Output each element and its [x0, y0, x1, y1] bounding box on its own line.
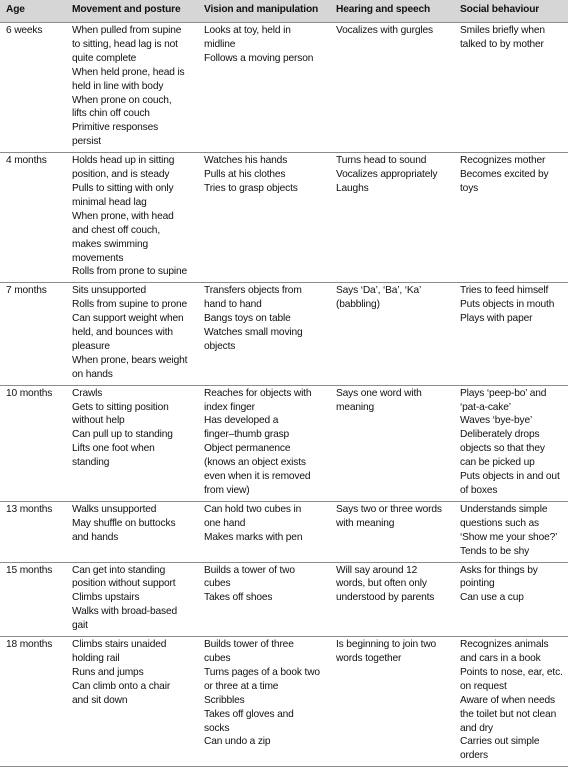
age-cell: 13 months	[0, 501, 66, 562]
social-line: Tends to be shy	[460, 545, 530, 557]
social-line: of boxes	[460, 485, 498, 496]
vision-line: hand to hand	[204, 299, 262, 311]
social-line: Puts objects in mouth	[460, 299, 555, 311]
hearing-line: (babbling)	[336, 299, 380, 311]
social-cell	[454, 562, 568, 637]
hearing-cell	[330, 562, 454, 637]
movement-line: movements	[72, 252, 124, 264]
vision-line: (knows an object exists	[204, 457, 306, 469]
movement-line: on hands	[72, 368, 113, 380]
movement-line: to sitting, head lag is not	[72, 38, 178, 50]
social-line: ‘Show me your shoe?’	[460, 531, 558, 543]
vision-cell	[198, 283, 330, 385]
vision-line: from view)	[204, 485, 250, 496]
vision-line: index finger	[204, 401, 255, 413]
social-line: objects so that they	[460, 443, 545, 455]
hearing-line: Says two or three words	[336, 503, 442, 515]
hearing-line: Will say around 12	[336, 564, 418, 576]
vision-line: Takes off gloves and	[204, 708, 294, 720]
vision-line: Makes marks with pen	[204, 531, 303, 543]
vision-line: Pulls at his clothes	[204, 169, 286, 181]
vision-line: Turns pages of a book two	[204, 666, 320, 678]
social-cell	[454, 385, 568, 501]
social-line: Understands simple	[460, 503, 548, 515]
vision-cell	[198, 637, 330, 767]
movement-line: and sit down	[72, 694, 128, 706]
movement-line: Climbs stairs unaided	[72, 639, 167, 651]
social-line: Carries out simple	[460, 736, 540, 748]
hearing-line: Is beginning to join two	[336, 639, 437, 651]
hearing-line: Vocalizes with gurgles	[336, 25, 433, 36]
vision-line: Object permanence	[204, 443, 291, 455]
table-row	[0, 153, 568, 283]
social-line: Deliberately drops	[460, 429, 540, 441]
hearing-line: words, but often only	[336, 578, 427, 590]
social-line: on request	[460, 680, 507, 692]
movement-line: and hands	[72, 531, 119, 543]
movement-line: Can support weight when	[72, 313, 184, 325]
social-line: Plays with paper	[460, 313, 533, 325]
vision-line: Can hold two cubes in	[204, 503, 302, 515]
vision-line: one hand	[204, 517, 246, 529]
hearing-line: with meaning	[336, 517, 395, 529]
table-row	[0, 562, 568, 637]
hearing-cell	[330, 283, 454, 385]
table-row	[0, 23, 568, 153]
vision-line: Scribbles	[204, 694, 245, 706]
vision-line: Transfers objects from	[204, 285, 302, 297]
vision-line: midline	[204, 38, 236, 50]
vision-line: Reaches for objects with	[204, 387, 312, 399]
header-hearing: Hearing and speech	[330, 0, 454, 23]
hearing-cell	[330, 637, 454, 767]
social-line: can be picked up	[460, 457, 535, 469]
movement-line: Gets to sitting position	[72, 401, 169, 413]
movement-line: When prone, with head	[72, 210, 174, 222]
movement-line: minimal head lag	[72, 196, 147, 208]
vision-line: even when it is removed	[204, 471, 311, 483]
movement-line: Pulls to sitting with only	[72, 182, 174, 194]
social-line: ‘pat-a-cake’	[460, 401, 511, 413]
social-line: pointing	[460, 578, 495, 590]
social-line: Asks for things by	[460, 564, 538, 576]
movement-cell	[66, 562, 198, 637]
social-line: Puts objects in and out	[460, 471, 560, 483]
vision-line: Bangs toys on table	[204, 313, 291, 325]
movement-line: persist	[72, 136, 101, 148]
movement-line: holding rail	[72, 652, 120, 664]
movement-line: Holds head up in sitting	[72, 155, 175, 167]
vision-line: or three at a time	[204, 680, 279, 692]
movement-line: Can get into standing	[72, 564, 166, 576]
age-cell: 7 months	[0, 283, 66, 385]
movement-cell	[66, 385, 198, 501]
movement-line: When prone on couch,	[72, 94, 172, 106]
vision-line: Has developed a	[204, 415, 279, 427]
movement-line: quite complete	[72, 52, 137, 64]
movement-line: When pulled from supine	[72, 25, 182, 36]
vision-line: objects	[204, 340, 236, 352]
social-line: Can use a cup	[460, 592, 524, 604]
table-row	[0, 637, 568, 767]
vision-line: Builds a tower of two	[204, 564, 295, 576]
hearing-line: understood by parents	[336, 592, 435, 604]
movement-line: Can pull up to standing	[72, 429, 173, 441]
age-cell: 18 months	[0, 637, 66, 767]
social-line: Aware of when needs	[460, 694, 555, 706]
movement-line: Walks unsupported	[72, 503, 157, 515]
vision-cell	[198, 153, 330, 283]
movement-cell	[66, 23, 198, 153]
movement-line: position without support	[72, 578, 176, 590]
movement-line: Crawls	[72, 387, 103, 399]
movement-line: gait	[72, 620, 88, 632]
movement-line: standing	[72, 457, 110, 469]
vision-line: cubes	[204, 652, 231, 664]
hearing-line: Turns head to sound	[336, 155, 427, 167]
movement-line: without help	[72, 415, 125, 427]
header-social: Social behaviour	[454, 0, 568, 23]
movement-line: Can climb onto a chair	[72, 680, 171, 692]
social-line: Smiles briefly when	[460, 25, 545, 36]
vision-line: Follows a moving person	[204, 52, 314, 64]
movement-cell	[66, 637, 198, 767]
movement-cell	[66, 153, 198, 283]
movement-line: When held prone, head is	[72, 66, 185, 78]
movement-line: When prone, bears weight	[72, 354, 188, 366]
vision-line: Tries to grasp objects	[204, 182, 298, 194]
header-age: Age	[0, 0, 66, 23]
vision-line: finger–thumb grasp	[204, 429, 290, 441]
movement-line: makes swimming	[72, 238, 149, 250]
social-line: Recognizes animals	[460, 639, 549, 651]
hearing-line: Says ‘Da’, ‘Ba’, ‘Ka’	[336, 285, 422, 297]
header-row	[0, 0, 568, 23]
hearing-line: meaning	[336, 401, 375, 413]
social-line: and dry	[460, 722, 493, 734]
vision-cell	[198, 385, 330, 501]
social-line: Waves ‘bye-bye’	[460, 415, 533, 427]
movement-line: Climbs upstairs	[72, 592, 140, 604]
age-cell: 10 months	[0, 385, 66, 501]
movement-line: held in line with body	[72, 80, 164, 92]
vision-cell	[198, 501, 330, 562]
social-cell	[454, 283, 568, 385]
movement-line: held, and bounces with	[72, 327, 173, 339]
movement-line: position, and is steady	[72, 169, 170, 181]
movement-line: Rolls from supine to prone	[72, 299, 188, 311]
social-line: Becomes excited by	[460, 169, 549, 181]
social-cell	[454, 153, 568, 283]
social-line: orders	[460, 750, 488, 762]
movement-cell	[66, 283, 198, 385]
vision-line: Watches small moving	[204, 327, 303, 339]
movement-line: lifts chin off couch	[72, 108, 150, 120]
table-row	[0, 501, 568, 562]
movement-line: Walks with broad-based	[72, 606, 178, 618]
hearing-line: words together	[336, 652, 402, 664]
age-cell: 4 months	[0, 153, 66, 283]
table-body	[0, 23, 568, 767]
social-line: Tries to feed himself	[460, 285, 549, 297]
table-row	[0, 283, 568, 385]
social-line: Points to nose, ear, etc.	[460, 666, 563, 678]
social-line: and cars in a book	[460, 652, 541, 664]
vision-line: Takes off shoes	[204, 592, 273, 604]
social-line: questions such as	[460, 517, 539, 529]
movement-line: Primitive responses	[72, 122, 159, 134]
age-cell: 15 months	[0, 562, 66, 637]
vision-line: socks	[204, 722, 230, 734]
hearing-line: Laughs	[336, 182, 369, 194]
hearing-cell	[330, 501, 454, 562]
movement-line: pleasure	[72, 340, 110, 352]
social-line: talked to by mother	[460, 38, 544, 50]
vision-line: Can undo a zip	[204, 736, 271, 748]
vision-line: Looks at toy, held in	[204, 25, 291, 36]
vision-line: Watches his hands	[204, 155, 288, 167]
movement-line: Sits unsupported	[72, 285, 147, 297]
movement-line: Runs and jumps	[72, 666, 144, 678]
social-line: Recognizes mother	[460, 155, 546, 167]
hearing-cell	[330, 23, 454, 153]
social-cell	[454, 637, 568, 767]
hearing-line: Says one word with	[336, 387, 422, 399]
social-cell	[454, 501, 568, 562]
header-vision: Vision and manipulation	[198, 0, 330, 23]
hearing-cell	[330, 153, 454, 283]
social-cell	[454, 23, 568, 153]
vision-cell	[198, 562, 330, 637]
hearing-line: Vocalizes appropriately	[336, 169, 438, 181]
movement-line: and chest off couch,	[72, 224, 160, 236]
movement-line: Lifts one foot when	[72, 443, 155, 455]
vision-line: cubes	[204, 578, 231, 590]
hearing-cell	[330, 385, 454, 501]
header-movement: Movement and posture	[66, 0, 198, 23]
movement-line: Rolls from prone to supine	[72, 266, 188, 278]
social-line: the toilet but not clean	[460, 708, 557, 720]
social-line: toys	[460, 182, 479, 194]
movement-cell	[66, 501, 198, 562]
table-row	[0, 385, 568, 501]
vision-cell	[198, 23, 330, 153]
social-line: Plays ‘peep-bo’ and	[460, 387, 547, 399]
vision-line: Builds tower of three	[204, 639, 294, 651]
age-cell: 6 weeks	[0, 23, 66, 153]
movement-line: May shuffle on buttocks	[72, 517, 176, 529]
